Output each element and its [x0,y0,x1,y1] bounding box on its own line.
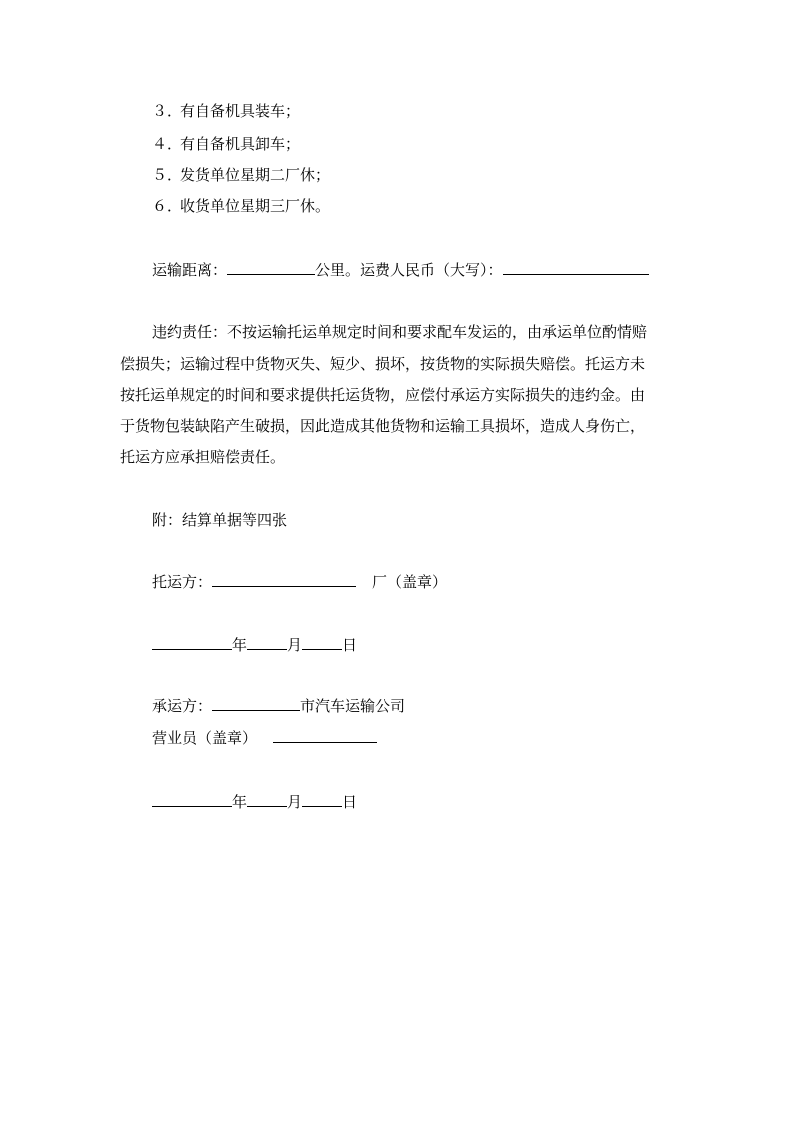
year-blank [152,791,232,807]
day-label: 日 [342,793,358,811]
list-number: ３． [152,102,183,120]
clerk-label: 营业员（盖章） [152,729,258,747]
month-blank [247,634,287,650]
list-number: ６． [152,197,183,215]
distance-line [152,259,649,280]
list-text: 发货单位星期二厂休； [180,166,331,184]
list-text: 收货单位星期三厂休。 [180,197,331,215]
list-item [152,134,300,154]
day-label: 日 [342,636,358,654]
liability-line: 按托运单规定的时间和要求提供托运货物，应偿付承运方实际损失的违约金。由 [120,386,646,404]
year-label: 年 [232,793,248,811]
carrier-line [152,695,405,716]
list-text: 有自备机具装车； [180,102,301,120]
clerk-blank [273,727,377,743]
list-item [152,196,330,216]
attachment-note: 附：结算单据等四张 [152,511,288,529]
list-item [152,101,300,121]
liability-line: 违约责任：不按运输托运单规定时间和要求配车发运的，由承运单位酌情赔 [152,323,648,341]
list-number: ４． [152,135,183,153]
year-label: 年 [232,636,248,654]
month-label: 月 [287,636,303,654]
carrier-label: 承运方： [152,697,213,715]
carrier-company: 市汽车运输公司 [300,697,406,715]
liability-line: 偿损失；运输过程中货物灭失、短少、损坏，按货物的实际损失赔偿。托运方未 [120,355,646,373]
liability-line: 于货物包装缺陷产生破损，因此造成其他货物和运输工具损坏，造成人身伤亡， [120,417,646,435]
carrier-date [152,791,357,812]
distance-label: 运输距离： [152,261,228,279]
list-number: ５． [152,166,183,184]
distance-blank [227,259,315,275]
shipper-date [152,634,357,655]
fee-blank [503,259,649,275]
clerk-line [152,727,377,748]
shipper-line [152,571,447,592]
list-item [152,165,330,185]
list-text: 有自备机具卸车； [180,135,301,153]
day-blank [302,634,342,650]
fee-label: 公里。运费人民币（大写）： [315,261,503,279]
year-blank [152,634,232,650]
month-label: 月 [287,793,303,811]
shipper-seal: 厂（盖章） [372,573,448,591]
month-blank [247,791,287,807]
carrier-blank [212,695,300,711]
day-blank [302,791,342,807]
liability-line: 托运方应承担赔偿责任。 [120,448,286,466]
shipper-label: 托运方： [152,573,213,591]
shipper-blank [212,571,356,587]
